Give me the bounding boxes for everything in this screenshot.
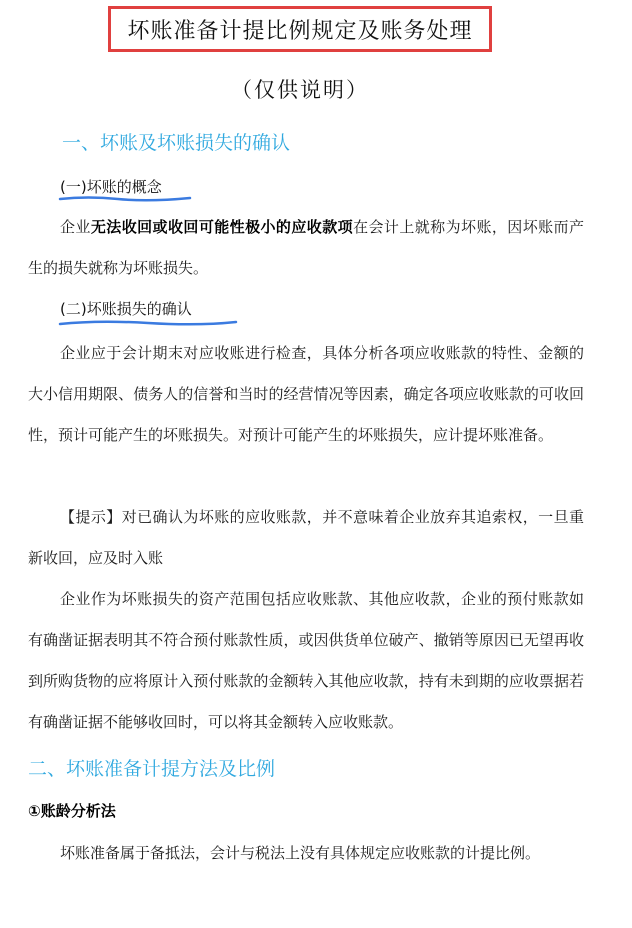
section-heading-2: 二、坏账准备计提方法及比例 bbox=[28, 758, 276, 780]
section-heading-1: 一、坏账及坏账损失的确认 bbox=[62, 132, 291, 154]
paragraph-concept bbox=[28, 207, 584, 289]
sub-heading-concept: (一)坏账的概念 bbox=[60, 178, 162, 196]
underline-squiggle-recognition bbox=[58, 318, 238, 328]
document-subtitle: （仅供说明） bbox=[231, 78, 369, 102]
sub-heading-recognition: (二)坏账损失的确认 bbox=[60, 300, 192, 318]
paragraph-asset-scope: 企业作为坏账损失的资产范围包括应收账款、其他应收款，企业的预付账款如有确凿证据表明其不符合预付账款性质，或因供货单位破产、撤销等原因已无望再收到所购货物的应将原计入预付账款的金额转入其他应收款，持有未到期的应收票据若有确凿证据不能够收回时，可以将其金额转入应收账款。 bbox=[28, 590, 584, 731]
paragraph-tip: 【提示】对已确认为坏账的应收账款，并不意味着企业放弃其追索权，一旦重新收回，应及时入账 bbox=[28, 508, 584, 567]
title-box bbox=[108, 6, 492, 52]
paragraph-concept-bold: 无法收回或收回可能性极小的应收款项 bbox=[90, 218, 354, 236]
paragraph-aging-analysis: 坏账准备属于备抵法，会计与税法上没有具体规定应收账款的计提比例。 bbox=[60, 844, 541, 862]
paragraph-recognition-1: 企业应于会计期末对应收账进行检查，具体分析各项应收账款的特性、金额的大小信用期限、债务人的信誉和当时的经营情况等因素，确定各项应收账款的可收回性，预计可能产生的坏账损失。对预计可能产生的坏账损失，应计提坏账准备。 bbox=[28, 344, 584, 444]
paragraph-concept-suffix: 在会计上就称为坏账，因坏账而产生的损失就称为坏账损失。 bbox=[28, 218, 584, 277]
document-title: 坏账准备计提比例规定及账务处理 bbox=[127, 18, 473, 44]
paragraph-concept-prefix: 企业 bbox=[60, 218, 91, 236]
sub-heading-aging-analysis: ①账龄分析法 bbox=[28, 802, 116, 820]
underline-squiggle-concept bbox=[58, 194, 192, 204]
